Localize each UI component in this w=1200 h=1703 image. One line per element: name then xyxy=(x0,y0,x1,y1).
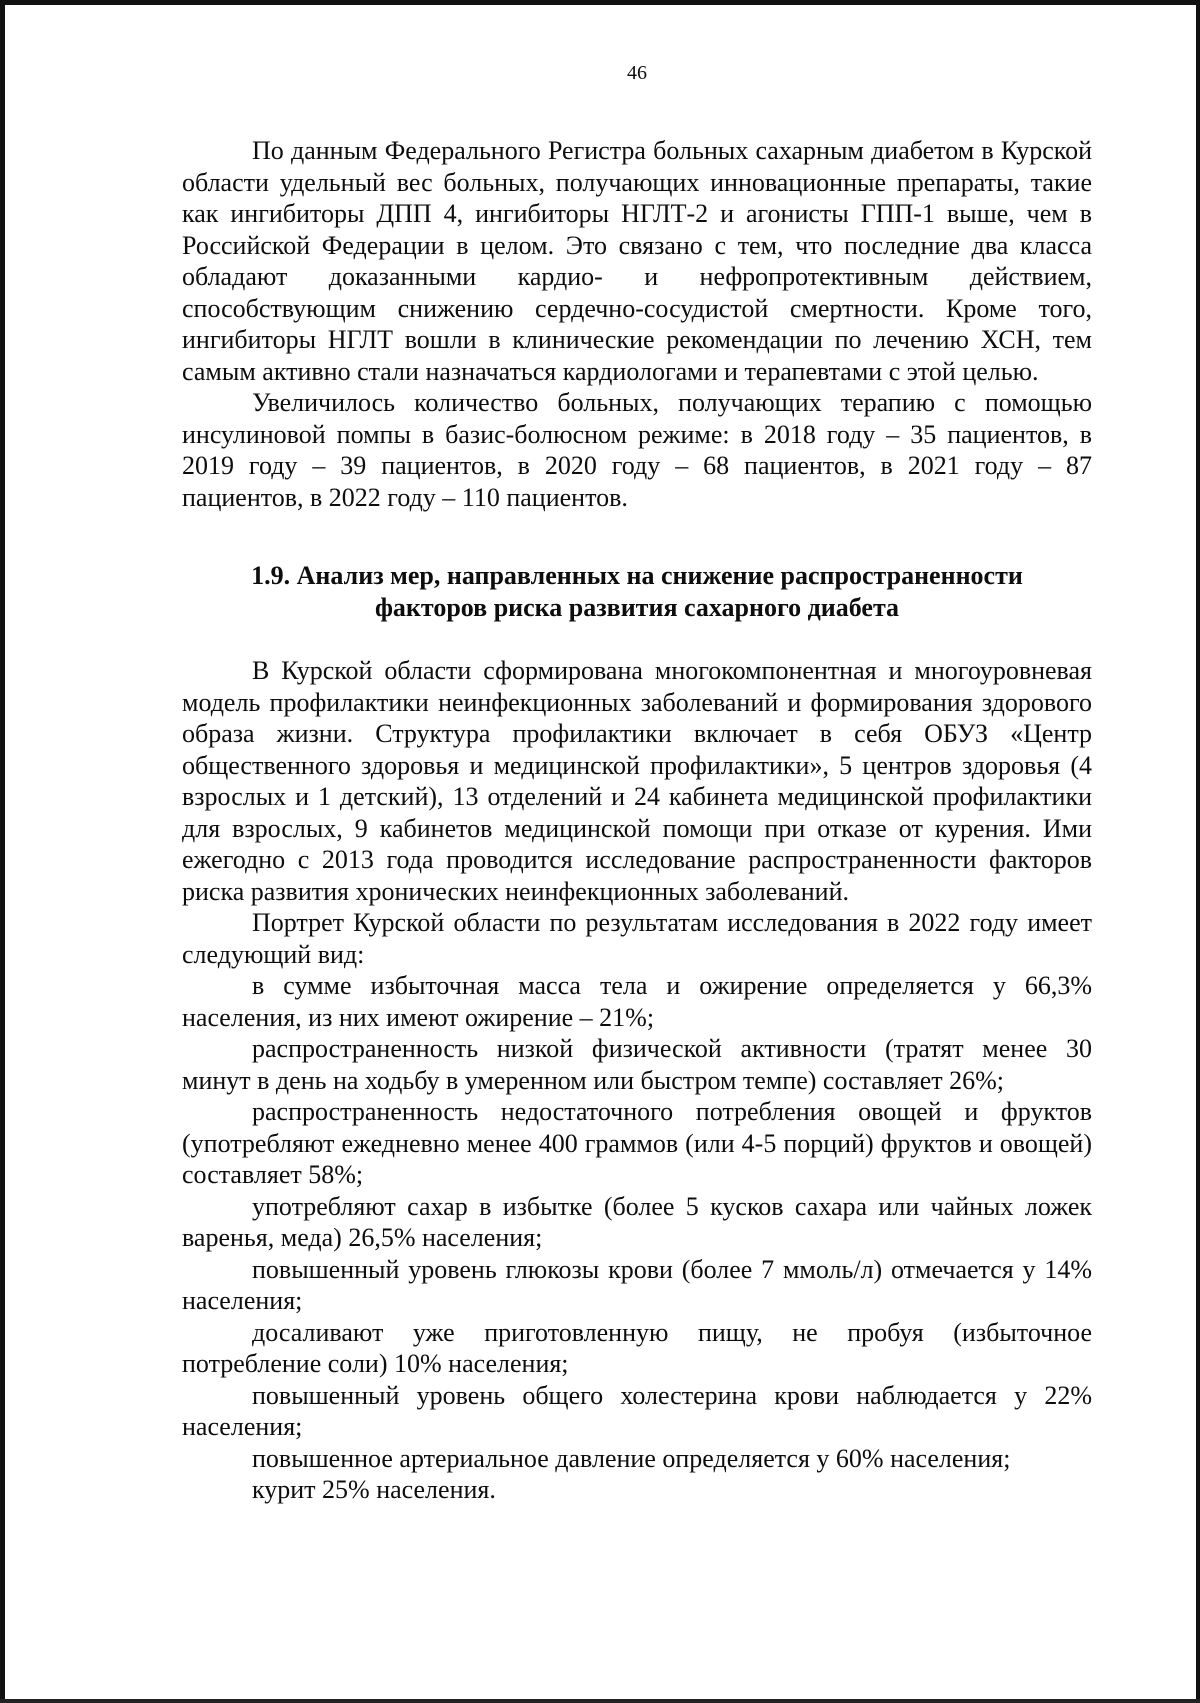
document-page xyxy=(182,60,1092,1506)
paragraph-prevention-model: В Курской области сформирована многокомпонентная и многоуровневая модель профилактики неинфекционных заболеваний и формирования здорового образа жизни. Структура профилактики включает в себя ОБУЗ «Центр общественного здоровья и медицинской профилактики», 5 центров здоровья (4 взрослых и 1 детский), 13 отделений и 24 кабинета медицинской профилактики для взрослых, 9 кабинетов медицинской помощи при отказе от курения. Ими ежегодно с 2013 года проводится исследование распространенности факторов риска развития хронических неинфекционных заболеваний. xyxy=(182,656,1092,906)
risk-factor-item: повышенный уровень общего холестерина крови наблюдается у 22% населения; xyxy=(182,1380,1092,1441)
risk-factor-item: употребляют сахар в избытке (более 5 кусков сахара или чайных ложек варенья, меда) 26,5% населения; xyxy=(182,1191,1092,1252)
risk-factor-item: повышенное артериальное давление определяется у 60% населения; xyxy=(252,1443,1011,1473)
page-number: 46 xyxy=(627,62,647,84)
risk-factor-list xyxy=(182,970,1092,1506)
risk-factor-item: распространенность недостаточного потребления овощей и фруктов (употребляют ежедневно менее 400 граммов (или 4-5 порций) фруктов и овощей) составляет 58%; xyxy=(182,1097,1092,1189)
paragraph-portrait-intro: Портрет Курской области по результатам исследования в 2022 году имеет следующий вид: xyxy=(182,908,1092,969)
risk-factor-item: в сумме избыточная масса тела и ожирение определяется у 66,3% населения, из них имеют ожирение – 21%; xyxy=(182,971,1092,1032)
paragraph-insulin-pump: Увеличилось количество больных, получающих терапию с помощью инсулиновой помпы в базис-болюсном режиме: в 2018 году – 35 пациентов, в 2019 году – 39 пациентов, в 2020 году – 68 пациентов, в 2021 году – 87 пациентов, в 2022 году – 110 пациентов. xyxy=(182,388,1092,512)
section-heading xyxy=(182,560,1092,624)
scan-edge-top xyxy=(0,0,1200,5)
risk-factor-item: курит 25% населения. xyxy=(252,1475,496,1504)
risk-factor-item: повышенный уровень глюкозы крови (более 7 ммоль/л) отмечается у 14% населения; xyxy=(182,1254,1092,1315)
risk-factor-item: досаливают уже приготовленную пищу, не пробуя (избыточное потребление соли) 10% населения; xyxy=(182,1317,1092,1378)
section-heading-line-2: факторов риска развития сахарного диабета xyxy=(374,593,900,622)
section-heading-line-1: 1.9. Анализ мер, направленных на снижение распространенности xyxy=(251,561,1023,590)
scan-edge-bottom xyxy=(0,1699,1200,1703)
risk-factor-item: распространенность низкой физической активности (тратят менее 30 минут в день на ходьбу в умеренном или быстром темпе) составляет 26%; xyxy=(182,1034,1092,1095)
paragraph-registry: По данным Федерального Регистра больных сахарным диабетом в Курской области удельный вес больных, получающих инновационные препараты, такие как ингибиторы ДПП 4, ингибиторы НГЛТ-2 и агонисты ГПП-1 выше, чем в Российской Федерации в целом. Это связано с тем, что последние два класса обладают доказанными кардио- и нефропротективным действием, способствующим снижению сердечно-сосудистой смертности. Кроме того, ингибиторы НГЛТ вошли в клинические рекомендации по лечению ХСН, тем самым активно стали назначаться кардиологами и терапевтами с этой целью. xyxy=(182,136,1092,386)
scan-edge-right xyxy=(1196,0,1200,1703)
scan-edge-left xyxy=(0,0,5,1703)
